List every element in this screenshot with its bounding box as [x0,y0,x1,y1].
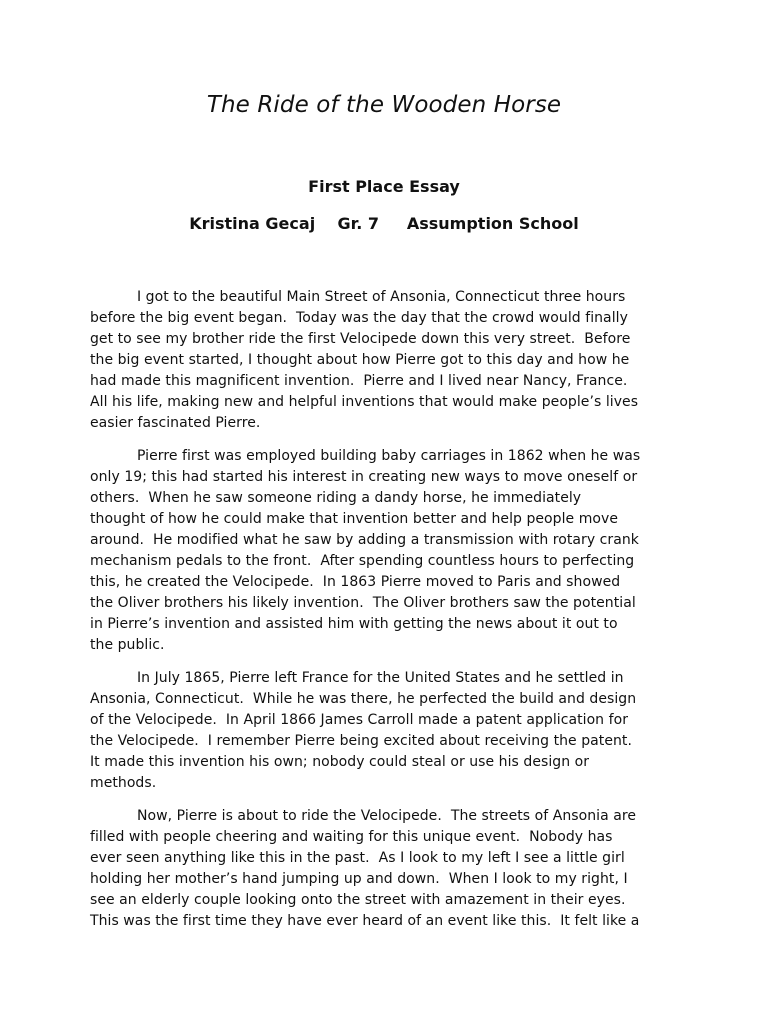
essay-body [90,287,690,944]
paragraph-line: It made this invention his own; nobody could steal or use his design or [90,754,590,770]
paragraph-2 [90,446,690,656]
paragraph-line: easier fascinated Pierre. [90,415,261,431]
paragraph-line: ever seen anything like this in the past. As I look to my left I see a little girl [90,850,625,866]
paragraph-line: the big event started, I thought about how Pierre got to this day and how he [90,352,630,368]
paragraph-line: In July 1865, Pierre left France for the United States and he settled in [137,670,624,686]
byline [0,214,768,233]
paragraph-line: holding her mother’s hand jumping up and down. When I look to my right, I [90,871,628,887]
paragraph-line: of the Velocipede. In April 1866 James Carroll made a patent application for [90,712,629,728]
paragraph-line: get to see my brother ride the first Velocipede down this very street. Before [90,331,631,347]
paragraph-line: Pierre first was employed building baby carriages in 1862 when he was [137,448,641,464]
paragraph-line: the public. [90,637,165,653]
paragraph-line: I got to the beautiful Main Street of Ansonia, Connecticut three hours [137,289,626,305]
paragraph-line: Ansonia, Connecticut. While he was there, he perfected the build and design [90,691,637,707]
essay-subtitle: First Place Essay [308,177,460,196]
paragraph-line: thought of how he could make that invention better and help people move [90,511,619,527]
paragraph-line: others. When he saw someone riding a dandy horse, he immediately [90,490,582,506]
paragraph-line: see an elderly couple looking onto the street with amazement in their eyes. [90,892,626,908]
paragraph-line: methods. [90,775,157,791]
paragraph-4 [90,806,690,932]
paragraph-line: mechanism pedals to the front. After spending countless hours to perfecting [90,553,635,569]
paragraph-line: the Velocipede. I remember Pierre being excited about receiving the patent. [90,733,632,749]
paragraph-line: before the big event began. Today was the day that the crowd would finally [90,310,628,326]
paragraph-1 [90,287,690,434]
paragraph-line: filled with people cheering and waiting for this unique event. Nobody has [90,829,613,845]
author-grade: Gr. 7 [337,214,379,233]
essay-title: The Ride of the Wooden Horse [206,92,562,118]
paragraph-line: All his life, making new and helpful inventions that would make people’s lives [90,394,639,410]
paragraph-line: This was the first time they have ever heard of an event like this. It felt like a [90,913,640,929]
paragraph-line: this, he created the Velocipede. In 1863 Pierre moved to Paris and showed [90,574,621,590]
paragraph-3 [90,668,690,794]
author-school: Assumption School [406,214,579,233]
paragraph-line: in Pierre’s invention and assisted him with getting the news about it out to [90,616,618,632]
author-name: Kristina Gecaj [189,214,316,233]
paragraph-line: Now, Pierre is about to ride the Velocipede. The streets of Ansonia are [137,808,637,824]
paragraph-line: had made this magnificent invention. Pierre and I lived near Nancy, France. [90,373,628,389]
paragraph-line: around. He modified what he saw by adding a transmission with rotary crank [90,532,639,548]
paragraph-line: the Oliver brothers his likely invention. The Oliver brothers saw the potential [90,595,636,611]
paragraph-line: only 19; this had started his interest in creating new ways to move oneself or [90,469,638,485]
